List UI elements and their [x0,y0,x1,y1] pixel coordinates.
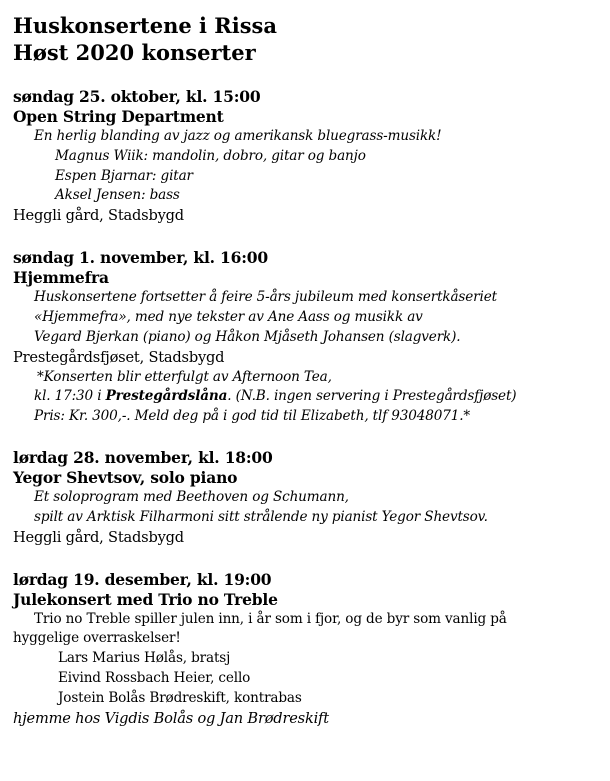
event-date: lørdag 28. november, kl. 18:00 [13,447,273,467]
event-venue: hjemme hos Vigdis Bolås og Jan Brødreskift [13,709,329,727]
performer-line: Aksel Jensen: bass [55,187,180,204]
event-description-line: Et soloprogram med Beethoven og Schumann, [34,488,349,505]
event-venue: Heggli gård, Stadsbygd [13,207,184,225]
event-hjemmefra [13,248,603,427]
event-open-string-department [13,87,603,226]
performer-line: Espen Bjarnar: gitar [55,167,193,184]
afternoon-tea-time [13,387,603,407]
event-description-line: Trio no Treble spiller julen inn, i år som i fjor, og de byr som vanlig på [34,610,507,627]
afternoon-tea-time-prefix: kl. 17:30 i [34,388,106,405]
event-description: En herlig blanding av jazz og amerikansk bluegrass-musikk! [34,128,442,144]
event-venue: Prestegårdsfjøset, Stadsbygd [13,348,225,366]
afternoon-tea-note: *Konserten blir etterfulgt av Afternoon Tea, [37,368,332,385]
event-description-line: «Hjemmefra», med nye tekster av Ane Aass og musikk av [34,308,423,325]
afternoon-tea-time-suffix: . (N.B. ingen servering i Prestegårdsfjøset) [227,388,517,405]
performer-line: Magnus Wiik: mandolin, dobro, gitar og banjo [55,147,366,164]
page-subtitle: Høst 2020 konserter [13,40,256,65]
performer-line: Lars Marius Hølås, bratsj [58,650,231,667]
performer-line: Eivind Rossbach Heier, cello [58,669,251,686]
event-date: lørdag 19. desember, kl. 19:00 [13,569,272,589]
event-name: Hjemmefra [13,268,109,288]
event-name: Yegor Shevtsov, solo piano [13,467,238,487]
event-date: søndag 25. oktober, kl. 15:00 [13,87,261,106]
event-name: Julekonsert med Trio no Treble [13,589,278,609]
concert-programme-page [13,12,603,729]
page-title: Huskonsertene i Rissa [13,13,277,38]
event-description-line: Huskonsertene fortsetter å feire 5-års jubileum med konsertkåseriet [34,289,497,306]
event-description-line: hyggelige overraskelser! [13,630,181,647]
event-venue: Heggli gård, Stadsbygd [13,528,184,546]
afternoon-tea-venue: Prestegårdslåna [105,388,228,405]
afternoon-tea-price: Pris: Kr. 300,-. Meld deg på i god tid til Elizabeth, tlf 93048071.* [34,408,471,425]
event-julekonsert [13,570,603,729]
event-description-line: Vegard Bjerkan (piano) og Håkon Mjåseth Johansen (slagverk). [34,328,461,345]
performer-line: Jostein Bolås Brødreskift, kontrabas [58,689,302,706]
event-yegor-shevtsov [13,448,603,548]
event-date: søndag 1. november, kl. 16:00 [13,248,268,268]
event-description-line: spilt av Arktisk Filharmoni sitt strålende ny pianist Yegor Shevtsov. [34,508,488,525]
event-name: Open String Department [13,107,224,126]
